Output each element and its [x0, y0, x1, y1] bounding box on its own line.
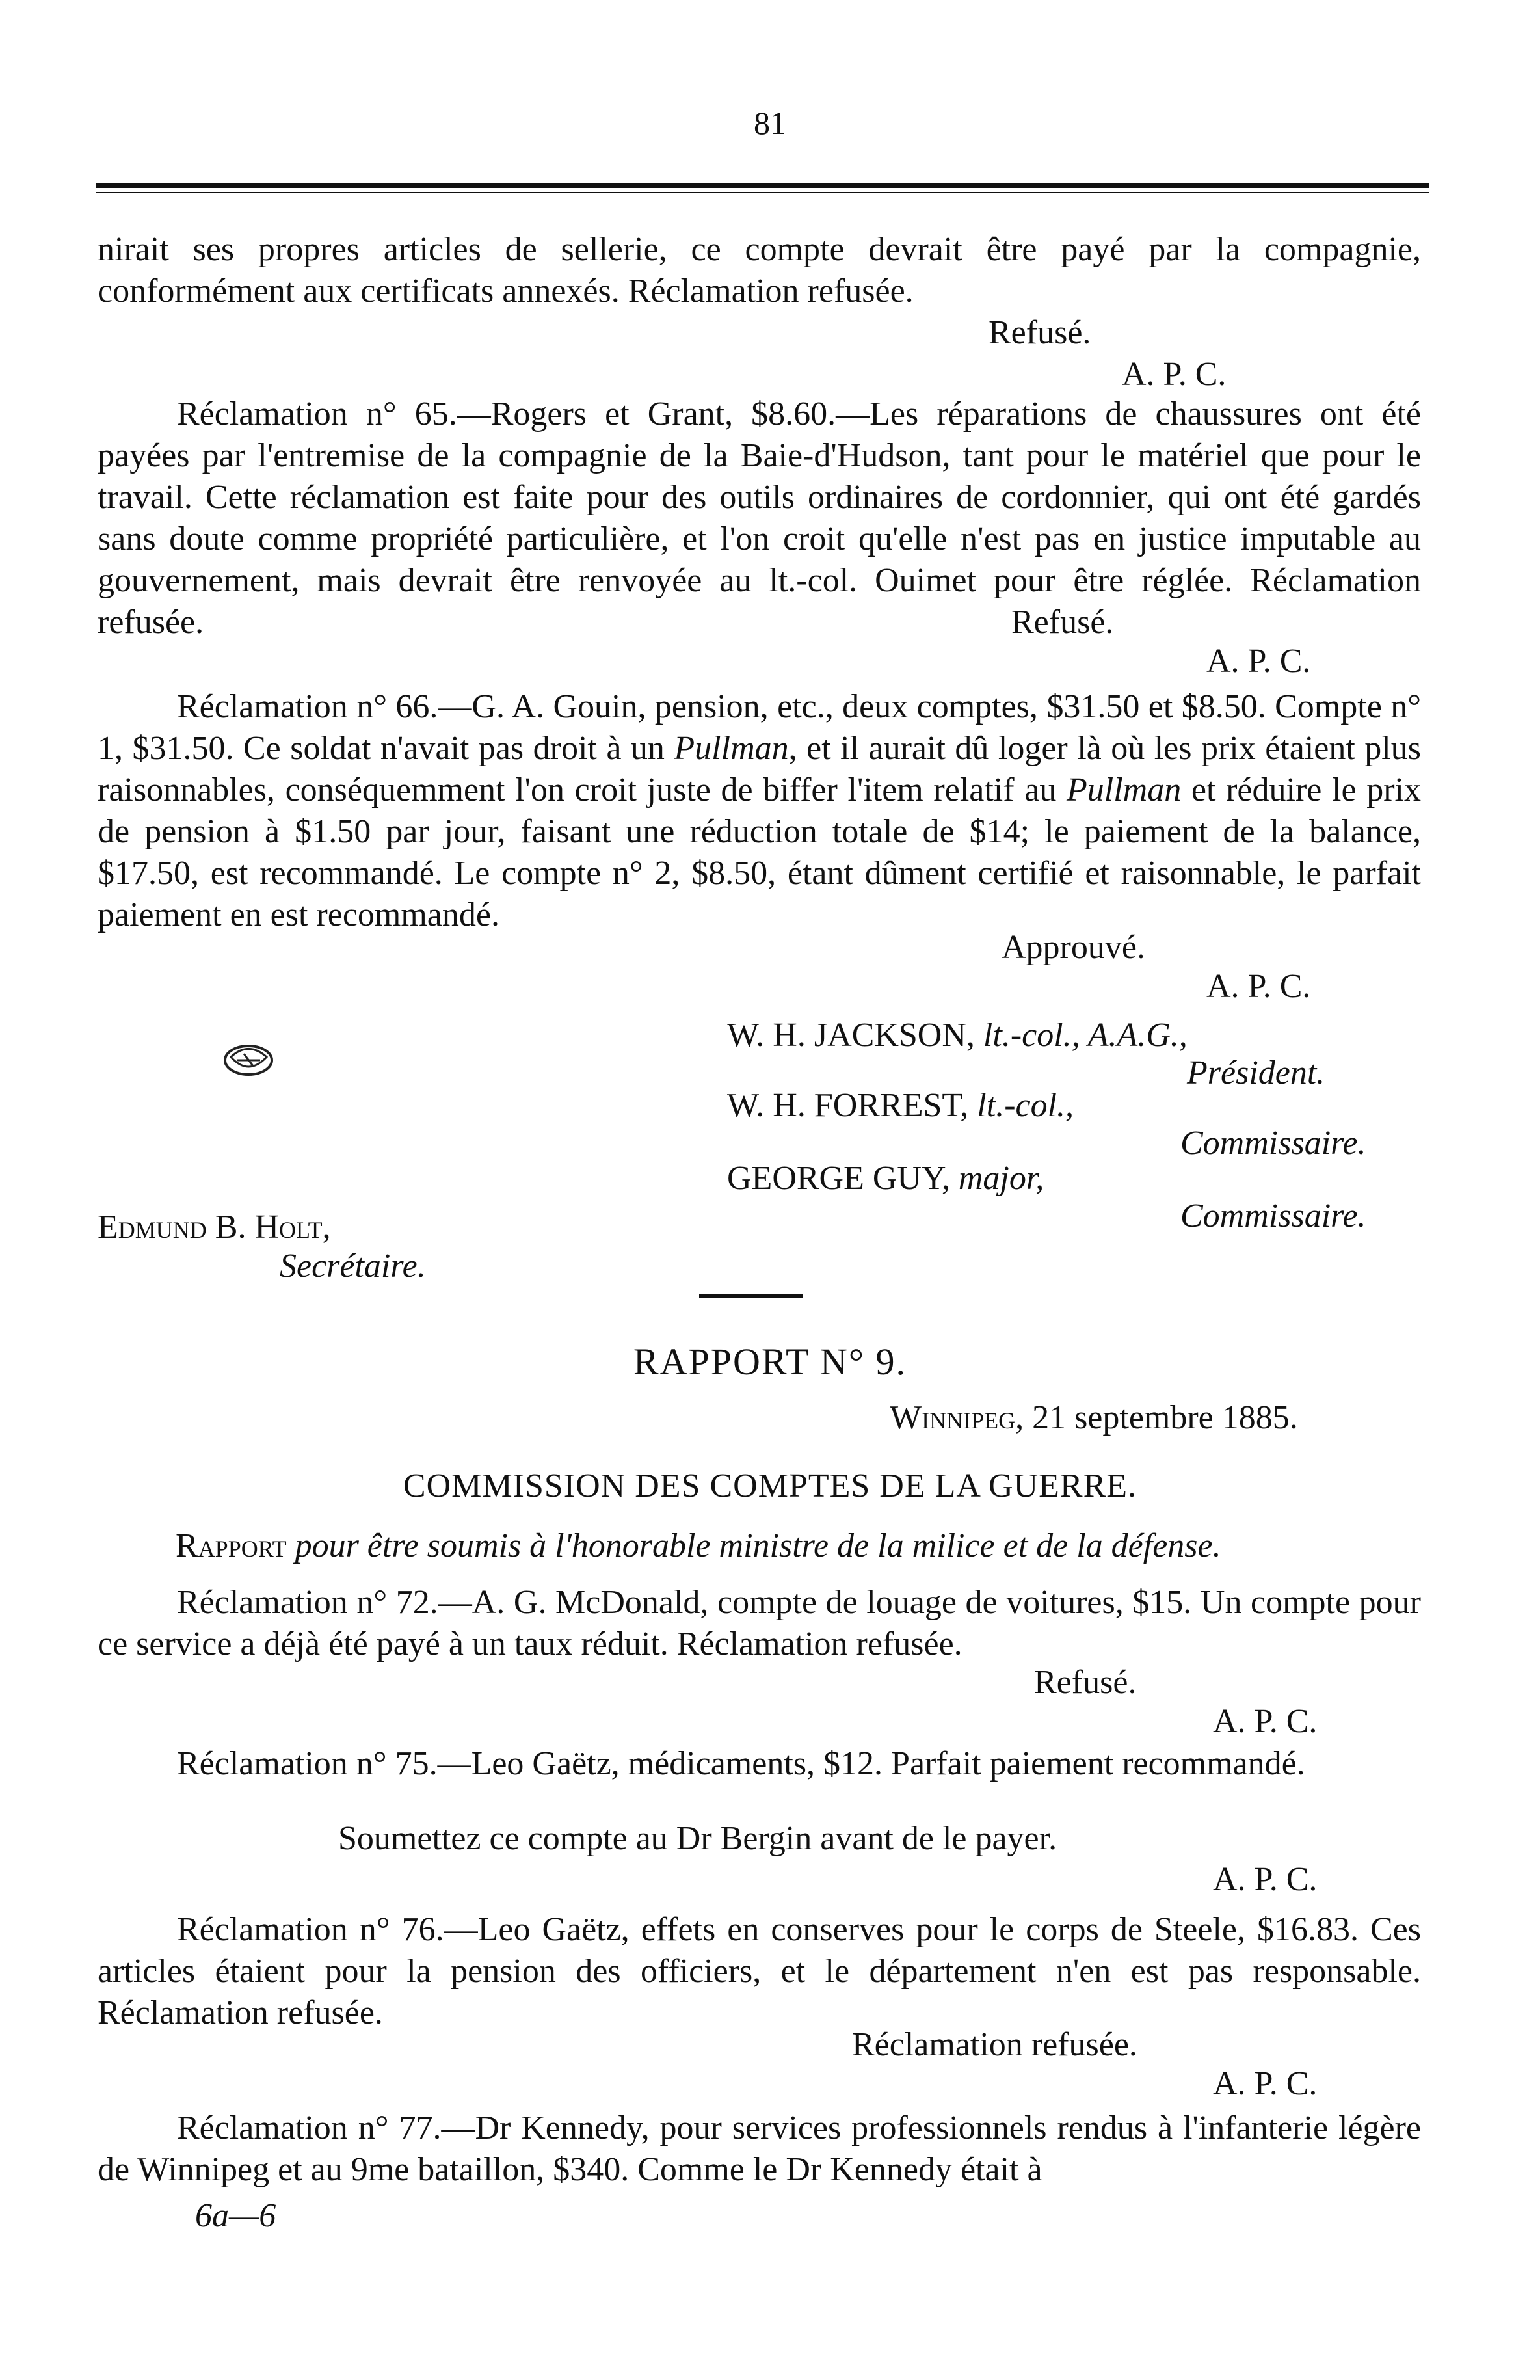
- pullman-term: Pullman: [674, 730, 789, 767]
- signatory-rank: lt.-col., A.A.G.,: [983, 1017, 1188, 1054]
- signatory-rank: lt.-col.,: [977, 1087, 1074, 1124]
- signatory-jackson: [727, 1015, 1188, 1056]
- report-intro: [176, 1525, 1221, 1567]
- verdict-refused: Refusé.: [1034, 1664, 1137, 1701]
- signatory-guy: [727, 1158, 1044, 1199]
- initials-apc: A. P. C.: [1213, 1861, 1318, 1898]
- claim-76-paragraph: Réclamation n° 76.—Leo Gaëtz, effets en conserves pour le corps de Steele, $16.83. Ces articles étaient pour la pension des officiers, et le département n'en est pas responsable. Réclamation refusée.: [98, 1911, 1421, 2031]
- signatory-rank: major,: [958, 1160, 1044, 1197]
- claim-66-paragraph: [98, 686, 1421, 936]
- commission-heading: COMMISSION DES COMPTES DE LA GUERRE.: [403, 1467, 1137, 1504]
- page-number: 81: [754, 105, 786, 141]
- initials-apc: A. P. C.: [1122, 356, 1227, 393]
- paragraph-continuation: nirait ses propres articles de sellerie, ce compte devrait être payé par la compagnie, conformément aux certificats annexés. Réclamation refusée.: [98, 231, 1421, 310]
- claim-66-text-c: et réduire le prix de pension à $1.50 par jour, faisant une réduction totale de $14; le paiement de la balance, $17.50, est recommandé. Le compte n° 2, $8.50, étant dûment certifié et raisonnable, le parfait paiement en est recommandé.: [98, 771, 1421, 933]
- verdict-approved: Approuvé.: [1002, 929, 1145, 966]
- claim-72-paragraph: Réclamation n° 72.—A. G. McDonald, compte de louage de voitures, $15. Un compte pour ce service a déjà été payé à un taux réduit. Réclamation refusée.: [98, 1584, 1421, 1663]
- signatory-role: Commissaire.: [1180, 1125, 1366, 1162]
- seal-icon: [218, 1037, 280, 1083]
- verdict-refused: Refusé.: [1011, 604, 1114, 641]
- verdict-refused: Réclamation refusée.: [852, 2026, 1137, 2063]
- signatory-name: W. H. FORREST,: [727, 1087, 969, 1124]
- claim-66-text-b: , et il aurait dû loger là où les prix étaient plus raisonnables, conséquemment l'on croit juste de biffer l'item relatif au: [98, 730, 1421, 809]
- verdict-refused: Refusé.: [989, 314, 1091, 351]
- section-rule: [699, 1294, 803, 1298]
- signatory-forrest: [727, 1085, 1074, 1127]
- report-lead: Rapport: [176, 1527, 287, 1564]
- signatory-role: Président.: [1187, 1054, 1325, 1091]
- signatory-role: Commissaire.: [1180, 1197, 1366, 1235]
- signatory-name: GEORGE GUY,: [727, 1160, 950, 1197]
- initials-apc: A. P. C.: [1213, 2065, 1318, 2102]
- signature-mark: 6a—6: [195, 2197, 276, 2234]
- signatory-name: W. H. JACKSON,: [727, 1017, 975, 1054]
- claim-66-text-a: Réclamation n° 66.—G. A. Gouin, pension, etc., deux comptes, $31.50 et $8.50. Compte n° 1, $31.50. Ce soldat n'avait pas droit à un: [98, 688, 1421, 767]
- header-rule-thin: [96, 192, 1429, 193]
- secretary-name: Edmund B. Holt,: [98, 1209, 331, 1246]
- report-date: 21 septembre 1885.: [1032, 1399, 1298, 1436]
- claim-77-paragraph: Réclamation n° 77.—Dr Kennedy, pour services professionnels rendus à l'infanterie légère de Winnipeg et au 9me bataillon, $340. Comme le Dr Kennedy était à: [98, 2109, 1421, 2188]
- pullman-term: Pullman: [1067, 771, 1182, 809]
- initials-apc: A. P. C.: [1206, 643, 1311, 680]
- report-title: RAPPORT N° 9.: [633, 1341, 907, 1383]
- secretary-role: Secrétaire.: [280, 1248, 426, 1285]
- initials-apc: A. P. C.: [1206, 968, 1311, 1005]
- claim-75-paragraph: Réclamation n° 75.—Leo Gaëtz, médicaments, $12. Parfait paiement recommandé.: [177, 1745, 1305, 1782]
- report-intro-text: pour être soumis à l'honorable ministre de la milice et de la défense.: [295, 1527, 1221, 1564]
- header-rule-thick: [96, 183, 1429, 188]
- claim-75-note: Soumettez ce compte au Dr Bergin avant de le payer.: [338, 1820, 1057, 1857]
- claim-65-paragraph: Réclamation n° 65.—Rogers et Grant, $8.60.—Les réparations de chaussures ont été payées par l'entremise de la compagnie de la Baie-d'Hudson, tant pour le matériel que pour le travail. Cette réclamation est faite pour des outils ordinaires de cordonnier, qui ont été gardés sans doute comme propriété particulière, et l'on croit qu'elle n'est pas en justice imputable au gouvernement, mais devrait être renvoyée au lt.-col. Ouimet pour être réglée. Réclamation refusée.: [98, 395, 1421, 641]
- place-city: Winnipeg,: [890, 1399, 1024, 1436]
- place-date: [890, 1397, 1298, 1439]
- initials-apc: A. P. C.: [1213, 1703, 1318, 1740]
